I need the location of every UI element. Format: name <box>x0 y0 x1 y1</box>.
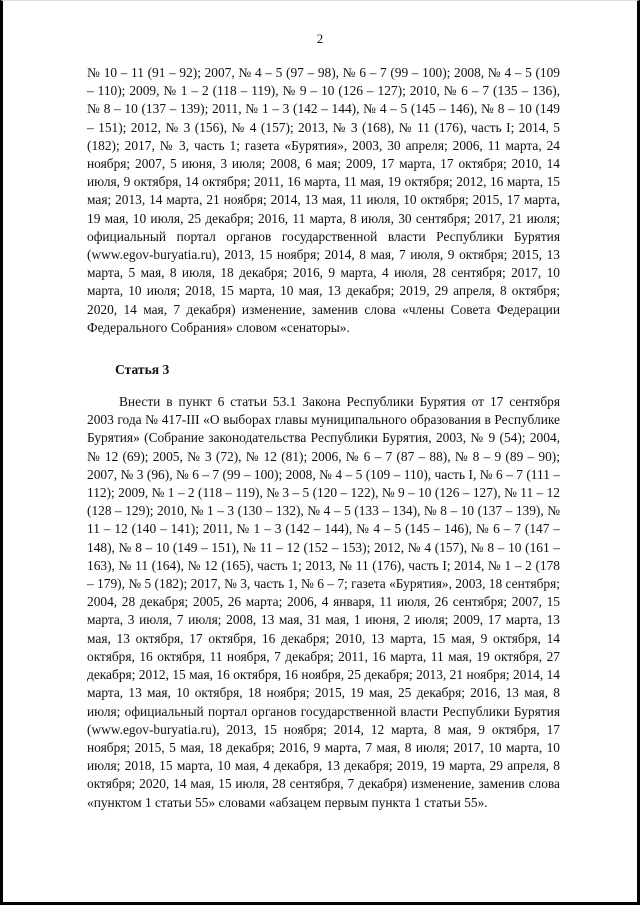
page-number: 2 <box>316 31 324 46</box>
article-3-heading: Статья 3 <box>115 362 170 378</box>
document-body <box>87 64 560 812</box>
article-2-continuation: № 10 – 11 (91 – 92); 2007, № 4 – 5 (97 – 98), № 6 – 7 (99 – 100); 2008, № 4 – 5 (109 – 110); 2009, № 1 – 2 (118 – 119), № 9 – 10 (126 – 127); 2010, № 6 – 7 (135 – 136), № 8 – 10 (137 – 139); 2011, № 1 – 3 (142 – 144), № 4 – 5 (145 – 146), № 8 – 10 (149 – 151); 2012, № 3 (156), № 4 (157); 2013, № 3 (168), № 11 (176), часть I; 2014, 5 (182); 2017, № 3, часть 1; газета «Бурятия», 2003, 30 апреля; 2006, 11 марта, 24 ноября; 2007, 5 июня, 3 июля; 2008, 6 мая; 2009, 17 марта, 17 октября; 2010, 14 июля, 9 октября, 14 октября; 2011, 16 марта, 11 мая, 19 октября; 2012, 16 марта, 15 мая; 2013, 14 марта, 21 ноября; 2014, 13 мая, 11 июля, 10 октября; 2015, 17 марта, 19 мая, 10 июля, 25 декабря; 2016, 11 марта, 8 июля, 30 сентября; 2017, 21 июля; официальный портал органов государственной власти Республики Бурятия (www.egov-buryatia.ru), 2013, 15 ноября; 2014, 8 мая, 7 июля, 9 октября; 2015, 13 марта, 5 мая, 8 июля, 18 декабря; 2016, 9 марта, 4 июля, 28 сентября; 2017, 10 марта, 10 июля; 2018, 15 марта, 10 мая, 13 декабря; 2019, 29 апреля, 8 октября; 2020, 14 мая, 7 декабря) изменение, заменив слова «члены Совета Федерации Федерального Собрания» словом «сенаторы». <box>87 65 560 335</box>
article-3-text: Внести в пункт 6 статьи 53.1 Закона Республики Бурятия от 17 сентября 2003 года № 417-III «О выборах главы муниципального образования в Республике Бурятия» (Собрание законодательства Республики Бурятия, 2003, № 9 (54); 2004, № 12 (69); 2005, № 3 (72), № 12 (81); 2006, № 6 – 7 (87 – 88), № 8 – 9 (89 – 90); 2007, № 3 (96), № 6 – 7 (99 – 100); 2008, № 4 – 5 (109 – 110), часть I, № 6 – 7 (111 – 112); 2009, № 1 – 2 (118 – 119), № 3 – 5 (120 – 122), № 9 – 10 (126 – 127), № 11 – 12 (128 – 129); 2010, № 1 – 3 (130 – 132), № 4 – 5 (133 – 134), № 8 – 10 (137 – 139), № 11 – 12 (140 – 141); 2011, № 1 – 3 (142 – 144), № 4 – 5 (145 – 146), № 6 – 7 (147 – 148), № 8 – 10 (149 – 151), № 11 – 12 (152 – 153); 2012, № 4 (157), № 8 – 10 (161 – 163), № 11 (164), № 12 (165), часть 1; 2013, № 11 (176), часть I; 2014, № 1 – 2 (178 – 179), № 5 (182); 2017, № 3, часть 1, № 6 – 7; газета «Бурятия», 2003, 18 сентября; 2004, 28 декабря; 2005, 26 марта; 2006, 4 января, 11 июля, 26 сентября; 2007, 15 марта, 3 июля, 7 июля; 2008, 13 мая, 31 мая, 1 июня, 2 июля; 2009, 17 марта, 13 мая, 13 октября, 17 октября, 16 декабря; 2010, 13 марта, 15 мая, 9 октября, 14 октября, 16 октября, 11 ноября, 7 декабря; 2011, 16 марта, 11 мая, 19 октября, 27 декабря; 2012, 15 мая, 16 октября, 16 ноября, 25 декабря; 2013, 21 ноября; 2014, 14 марта, 13 мая, 10 октября, 18 ноября; 2015, 19 мая, 25 декабря; 2016, 13 мая, 8 июля; официальный портал органов государственной власти Республики Бурятия (www.egov-buryatia.ru), 2013, 15 ноября; 2014, 12 марта, 8 мая, 9 октября, 17 ноября; 2015, 5 мая, 18 декабря; 2016, 9 марта, 7 мая, 8 июля; 2017, 10 марта, 10 июля; 2018, 15 марта, 10 мая, 4 декабря, 13 декабря; 2019, 19 марта, 29 апреля, 8 октября; 2020, 14 мая, 15 июля, 28 сентября, 7 декабря) изменение, заменив слова «пунктом 1 статьи 55» словами «абзацем первым пункта 1 статьи 55». <box>87 394 560 810</box>
